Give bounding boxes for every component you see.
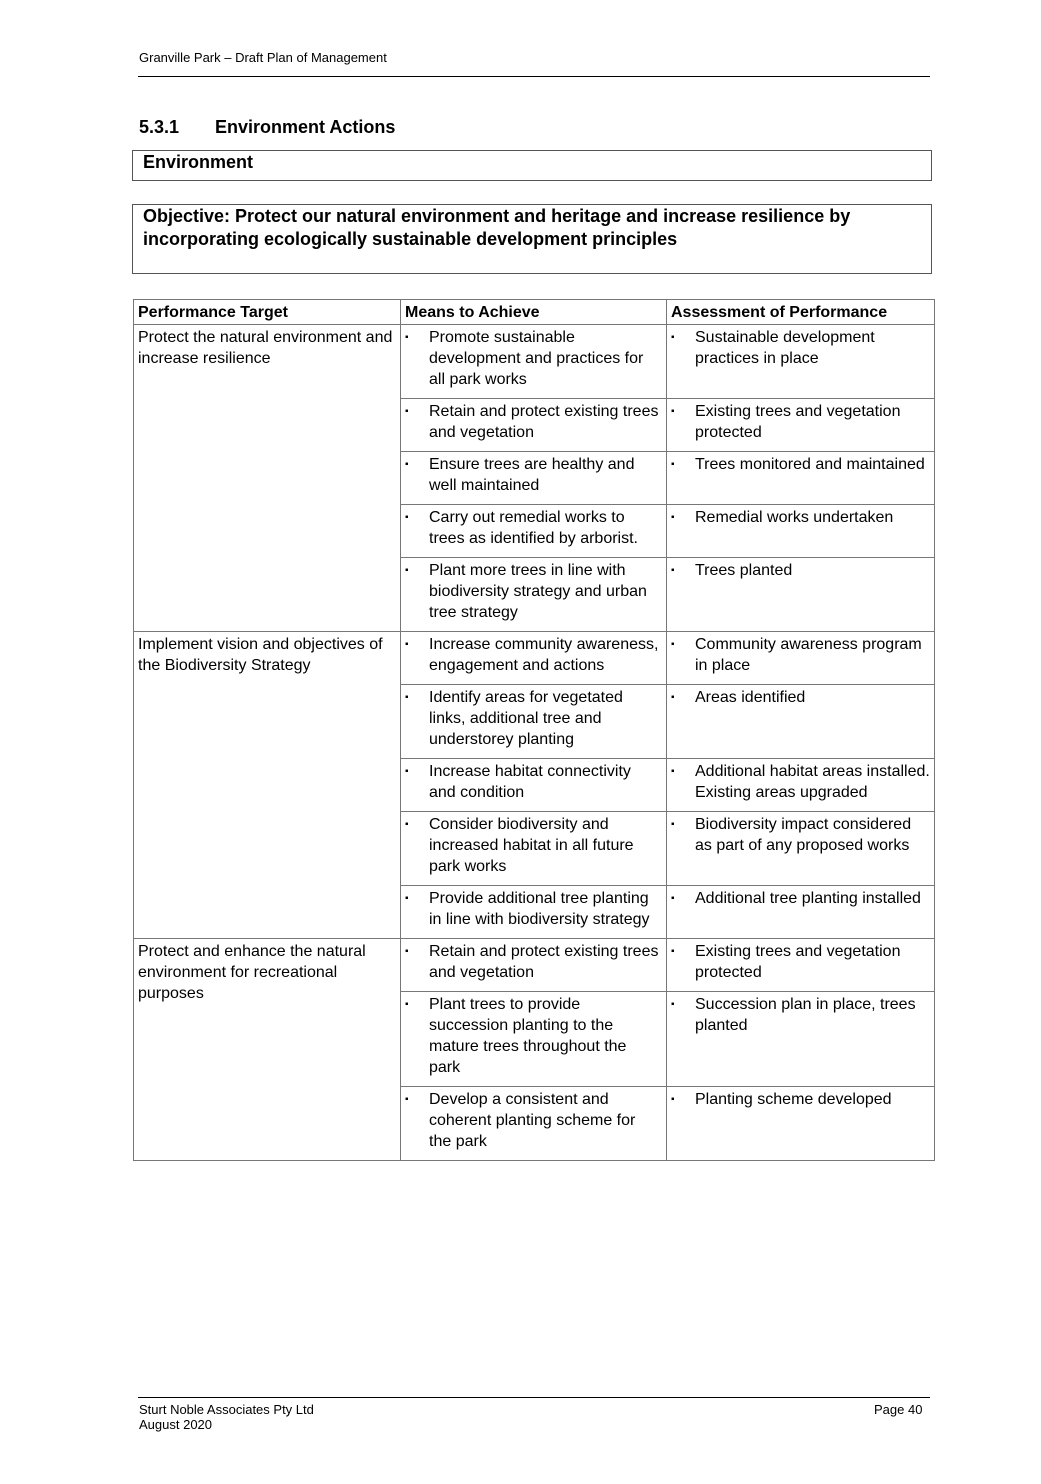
bullet-icon: ▪ [405, 512, 409, 523]
bullet-icon: ▪ [405, 999, 409, 1010]
bullet-item [671, 814, 930, 856]
objective-box [132, 204, 932, 274]
bullet-item [671, 454, 930, 475]
section-title: Environment Actions [215, 117, 396, 137]
bullet-item [405, 507, 662, 549]
bullet-icon: ▪ [671, 692, 675, 703]
means-to-achieve-cell [401, 939, 667, 992]
assessment-text: Community awareness program in place [695, 636, 922, 674]
means-to-achieve-cell [401, 399, 667, 452]
bullet-item [405, 994, 662, 1078]
footer-date: August 2020 [139, 1417, 213, 1432]
footer-page-number: Page 40 [874, 1402, 923, 1417]
assessment-text: Succession plan in place, trees planted [695, 996, 916, 1034]
section-heading [139, 117, 395, 138]
assessment-cell [667, 812, 935, 886]
means-text: Ensure trees are healthy and well maintained [429, 456, 635, 494]
bullet-item [405, 814, 662, 877]
performance-target-cell: Protect and enhance the natural environment for recreational purposes [134, 939, 401, 1161]
means-text: Carry out remedial works to trees as identified by arborist. [429, 509, 638, 547]
environment-label: Environment [143, 152, 254, 172]
bullet-icon: ▪ [671, 1094, 675, 1105]
bullet-icon: ▪ [671, 512, 675, 523]
table-body [134, 325, 935, 1161]
bullet-icon: ▪ [671, 332, 675, 343]
means-to-achieve-cell [401, 685, 667, 759]
assessment-cell [667, 992, 935, 1087]
bullet-item [671, 507, 930, 528]
column-header-assessment-of-performance: Assessment of Performance [667, 300, 935, 325]
bullet-item [671, 634, 930, 676]
bullet-icon: ▪ [671, 766, 675, 777]
means-text: Plant more trees in line with biodiversity strategy and urban tree strategy [429, 562, 647, 621]
bullet-item [671, 994, 930, 1036]
bullet-icon: ▪ [405, 819, 409, 830]
means-to-achieve-cell [401, 886, 667, 939]
bullet-item [671, 560, 930, 581]
performance-target-cell: Implement vision and objectives of the Biodiversity Strategy [134, 632, 401, 939]
bullet-item [405, 888, 662, 930]
means-text: Retain and protect existing trees and vegetation [429, 943, 659, 981]
bullet-icon: ▪ [405, 565, 409, 576]
bullet-item [405, 401, 662, 443]
bullet-icon: ▪ [405, 1094, 409, 1105]
means-text: Provide additional tree planting in line with biodiversity strategy [429, 890, 650, 928]
objective-text: Objective: Protect our natural environment and heritage and increase resilience by incorporating ecologically sustainable development principles [143, 206, 851, 249]
bullet-item [671, 888, 930, 909]
bullet-item [671, 761, 930, 803]
means-text: Promote sustainable development and practices for all park works [429, 329, 644, 388]
bullet-item [671, 327, 930, 369]
bullet-icon: ▪ [671, 406, 675, 417]
assessment-cell [667, 558, 935, 632]
assessment-cell [667, 505, 935, 558]
bullet-icon: ▪ [671, 999, 675, 1010]
table-row [134, 325, 935, 399]
assessment-text: Trees monitored and maintained [695, 456, 925, 473]
assessment-cell [667, 685, 935, 759]
assessment-text: Areas identified [695, 689, 806, 706]
bullet-icon: ▪ [671, 893, 675, 904]
means-to-achieve-cell [401, 452, 667, 505]
means-to-achieve-cell [401, 1087, 667, 1161]
bullet-item [405, 560, 662, 623]
bullet-icon: ▪ [405, 332, 409, 343]
bullet-icon: ▪ [671, 459, 675, 470]
bullet-item [671, 941, 930, 983]
bullet-icon: ▪ [405, 639, 409, 650]
header-divider [138, 76, 930, 77]
environment-label-box [132, 150, 932, 181]
assessment-text: Trees planted [695, 562, 793, 579]
means-text: Increase community awareness, engagement and actions [429, 636, 659, 674]
bullet-icon: ▪ [405, 893, 409, 904]
assessment-cell [667, 1087, 935, 1161]
table-row [134, 632, 935, 685]
bullet-icon: ▪ [671, 946, 675, 957]
bullet-icon: ▪ [405, 406, 409, 417]
bullet-item [671, 401, 930, 443]
bullet-icon: ▪ [671, 565, 675, 576]
assessment-text: Planting scheme developed [695, 1091, 892, 1108]
means-text: Retain and protect existing trees and vegetation [429, 403, 659, 441]
footer-left [139, 1402, 314, 1432]
bullet-item [405, 761, 662, 803]
bullet-item [405, 941, 662, 983]
means-to-achieve-cell [401, 325, 667, 399]
column-header-means-to-achieve: Means to Achieve [401, 300, 667, 325]
means-text: Develop a consistent and coherent planting scheme for the park [429, 1091, 636, 1150]
bullet-icon: ▪ [405, 766, 409, 777]
assessment-text: Additional tree planting installed [695, 890, 921, 907]
assessment-text: Remedial works undertaken [695, 509, 894, 526]
bullet-item [405, 634, 662, 676]
assessment-cell [667, 452, 935, 505]
assessment-text: Additional habitat areas installed. Existing areas upgraded [695, 763, 930, 801]
assessment-cell [667, 939, 935, 992]
bullet-item [405, 327, 662, 390]
bullet-item [405, 687, 662, 750]
assessment-text: Biodiversity impact considered as part of any proposed works [695, 816, 912, 854]
table-header-row [134, 300, 935, 325]
assessment-cell [667, 399, 935, 452]
means-to-achieve-cell [401, 558, 667, 632]
bullet-item [671, 1089, 930, 1110]
footer-company: Sturt Noble Associates Pty Ltd [139, 1402, 314, 1417]
bullet-item [405, 454, 662, 496]
assessment-text: Sustainable development practices in place [695, 329, 875, 367]
means-to-achieve-cell [401, 759, 667, 812]
assessment-cell [667, 632, 935, 685]
means-text: Identify areas for vegetated links, additional tree and understorey planting [429, 689, 623, 748]
section-number: 5.3.1 [139, 117, 180, 137]
means-text: Consider biodiversity and increased habitat in all future park works [429, 816, 634, 875]
assessment-text: Existing trees and vegetation protected [695, 943, 901, 981]
assessment-cell [667, 886, 935, 939]
assessment-cell [667, 759, 935, 812]
column-header-performance-target: Performance Target [134, 300, 401, 325]
assessment-cell [667, 325, 935, 399]
table-row [134, 939, 935, 992]
running-header: Granville Park – Draft Plan of Management [139, 50, 387, 65]
bullet-item [405, 1089, 662, 1152]
means-text: Increase habitat connectivity and condition [429, 763, 631, 801]
performance-target-cell: Protect the natural environment and increase resilience [134, 325, 401, 632]
bullet-icon: ▪ [671, 639, 675, 650]
means-to-achieve-cell [401, 812, 667, 886]
means-to-achieve-cell [401, 505, 667, 558]
means-to-achieve-cell [401, 632, 667, 685]
bullet-icon: ▪ [405, 692, 409, 703]
assessment-text: Existing trees and vegetation protected [695, 403, 901, 441]
bullet-icon: ▪ [405, 459, 409, 470]
bullet-icon: ▪ [671, 819, 675, 830]
footer-divider [138, 1397, 930, 1398]
bullet-item [671, 687, 930, 708]
bullet-icon: ▪ [405, 946, 409, 957]
environment-actions-table [133, 299, 935, 1161]
means-text: Plant trees to provide succession planting to the mature trees throughout the park [429, 996, 627, 1076]
means-to-achieve-cell [401, 992, 667, 1087]
